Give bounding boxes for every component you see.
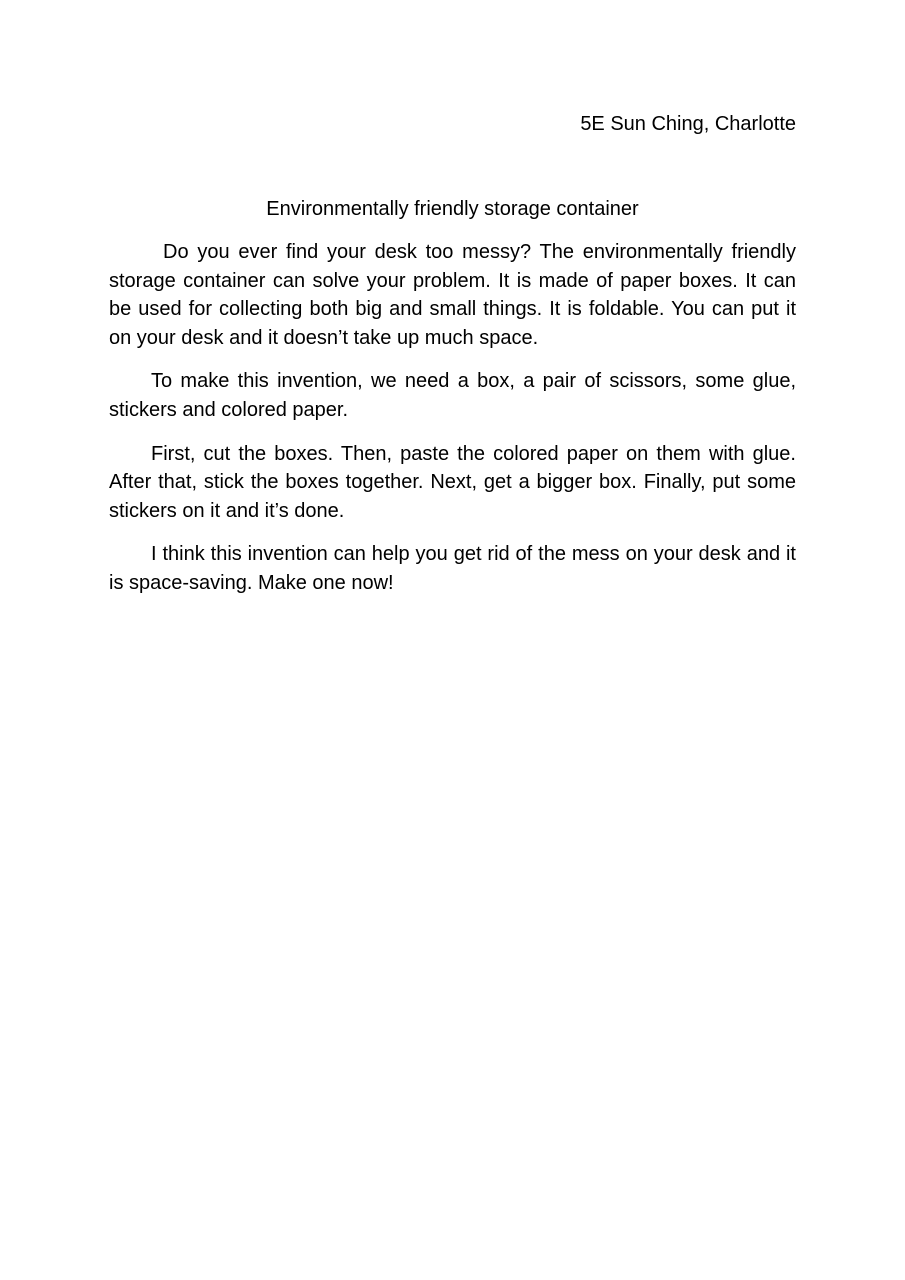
paragraph-materials: To make this invention, we need a box, a pair of scissors, some glue, stickers and colored paper.	[109, 370, 796, 421]
paragraph-conclusion: I think this invention can help you get rid of the mess on your desk and it is space-saving. Make one now!	[109, 543, 796, 594]
document-body	[109, 238, 796, 613]
author-line: 5E Sun Ching, Charlotte	[580, 113, 796, 135]
document-title: Environmentally friendly storage container	[266, 198, 639, 220]
paragraph-steps: First, cut the boxes. Then, paste the colored paper on them with glue. After that, stick the boxes together. Next, get a bigger box. Finally, put some stickers on it and it’s done.	[109, 442, 796, 522]
paragraph-intro: Do you ever find your desk too messy? The environmentally friendly storage container can solve your problem. It is made of paper boxes. It can be used for collecting both big and small things. It is foldable. You can put it on your desk and it doesn’t take up much space.	[109, 241, 796, 349]
